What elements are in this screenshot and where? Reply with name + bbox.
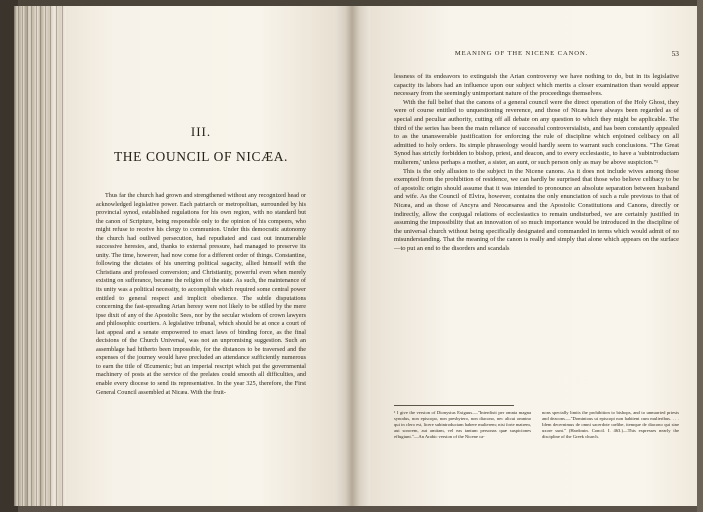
chapter-title: THE COUNCIL OF NICÆA. bbox=[113, 149, 289, 164]
page-edge-stack bbox=[14, 6, 66, 506]
right-page-textblock bbox=[394, 6, 679, 506]
footnote-rule bbox=[394, 405, 514, 406]
paragraph: Thus far the church had grown and strengthened without any recognized head or acknowledged legislative power. Each patriarch or metropolitan, surrounded by his provincial synod, established regulations for his own region, with no standard but the canon of Scripture, being responsible only to the opinion of his compeers, who might refuse to receive his clergy to communion. Under this democratic autonomy the church had outlived persecution, had repudiated and cast out innumerable successive heresies, and, thanks to external pressure, had managed to preserve its unity. The time, however, had now come for a different order of things. Constantine, following the dictates of his unerring political sagacity, allied himself with the Christians and professed conversion; and Christianity, powerful even when merely existing on sufferance, became the religion of the state. As such, the maintenance of its unity was a political necessity, to accomplish which required some central power entitled to general respect and implicit obedience. The subtle disputations concerning the fast-spreading Arian heresy were not likely to be stilled by the mere ipse dixit of any of the Apostolic Sees, nor by the secular wisdom of crown lawyers and philosophic courtiers. A legislative tribunal, which should be at once a court of last appeal and a senate empowered to enact laws of binding force, as the final decisions of the Church Universal, was not an unpromising suggestion. Such an assemblage had hitherto been impossible, for the distances to be traversed and the expenses of the journey would have precluded an attendance sufficiently numerous to earn the title of Œcumenic; but an imperial rescript which put the governmental machinery of posts at the service of the prelates could smooth all difficulties, and enable every diocese to send its representative. In the year 325, therefore, the First General Council assembled at Nicæa. With the fruit- bbox=[96, 192, 306, 396]
left-page-textblock bbox=[96, 6, 306, 506]
table-surface-bottom bbox=[0, 505, 703, 512]
paragraph: lessness of its endeavors to extinguish the Arian controversy we have nothing to do, but in its legislative capacity its labors had an influence upon our subject which merits a closer examination than would appear necessary from the seemingly unimportant nature of the proceedings themselves. bbox=[394, 73, 679, 98]
right-page-body bbox=[394, 73, 679, 253]
left-page bbox=[66, 6, 334, 506]
paragraph: This is the only allusion to the subject in the Nicene canons. As it does not include wives among those exempted from the prohibition of residence, we can hardly be surprised that those who believe celibacy to be of apostolic origin should assume that it was intended to pronounce an absolute separation between husband and wife. As the Council of Elvira, however, contains the only enunciation of such a rule previous to that of Nicæa, and as those of Ancyra and Neocæsarea and the Apostolic Constitutions and Canons, directly or indirectly, allow the conjugal relations of ecclesiastics to remain undisturbed, we are certainly justified in assuming the impossibility that an innovation of so much importance would be introduced in the discipline of the universal church without being specifically designated and commanded in terms which would admit of no misunderstanding. That the meaning of the canon is really and simply that alone which appears on the surface—to put an end to the disorders and scandals bbox=[394, 167, 679, 252]
paragraph: With the full belief that the canons of a general council were the direct operation of the Holy Ghost, they were of course entitled to unquestioning reverence, and those of Nicæa have always been regarded as of special and peculiar authority, cutting off all debate on any question to which they might be applicable. The third of the series has been the main reliance of successful controversialists, and has been constantly appealed to as the unanswerable justification for enforcing the rule of discipline which enjoined celibacy on all admitted to holy orders. Its simple phraseology would hardly seem to warrant such conclusions. "The Great Synod has strictly forbidden to bishop, priest, and deacon, and to every ecclesiastic, to have a 'subintroductam mulierem,' unless perhaps a mother, a sister, an aunt, or such person only as may be above suspicion."¹ bbox=[394, 98, 679, 166]
footnote-text: nons specially limits the prohibition to bishops, and to unmarried priests and deacons.—"Dominious ut episcopi non habitent cum mulieribus. . . . Idem decernimus de omni sacerdote cœlibe, itemque de diacono qui sine uxore sunt." (Hardouin. Concil. I. 463.)—This expresses nearly the discipline of the Greek church. bbox=[542, 410, 679, 440]
running-head: MEANING OF THE NICENE CANON. bbox=[454, 50, 589, 57]
book-gutter bbox=[330, 6, 374, 506]
left-page-body bbox=[96, 192, 306, 397]
chapter-number: III. bbox=[190, 124, 212, 139]
right-page bbox=[370, 6, 697, 506]
footnote-column-left bbox=[394, 410, 531, 440]
table-surface-right bbox=[697, 0, 703, 512]
page-number: 53 bbox=[671, 49, 679, 58]
footnote-block bbox=[394, 410, 679, 440]
footnote-text: ¹ I give the version of Dionysius Exiguus.—"Interdixit per omnia magna synodus, non episcopo, non presbytero, non diacono, nec alicui omnino qui in clero est, licere subintroductam habere mulierem; nisi forte matrem, aut sororem, aut amitam, vel eas tantum personas quæ suspiciones effugiunt."—An Arabic version of the Nicene ca- bbox=[394, 410, 531, 440]
footnote-column-right bbox=[542, 410, 679, 440]
